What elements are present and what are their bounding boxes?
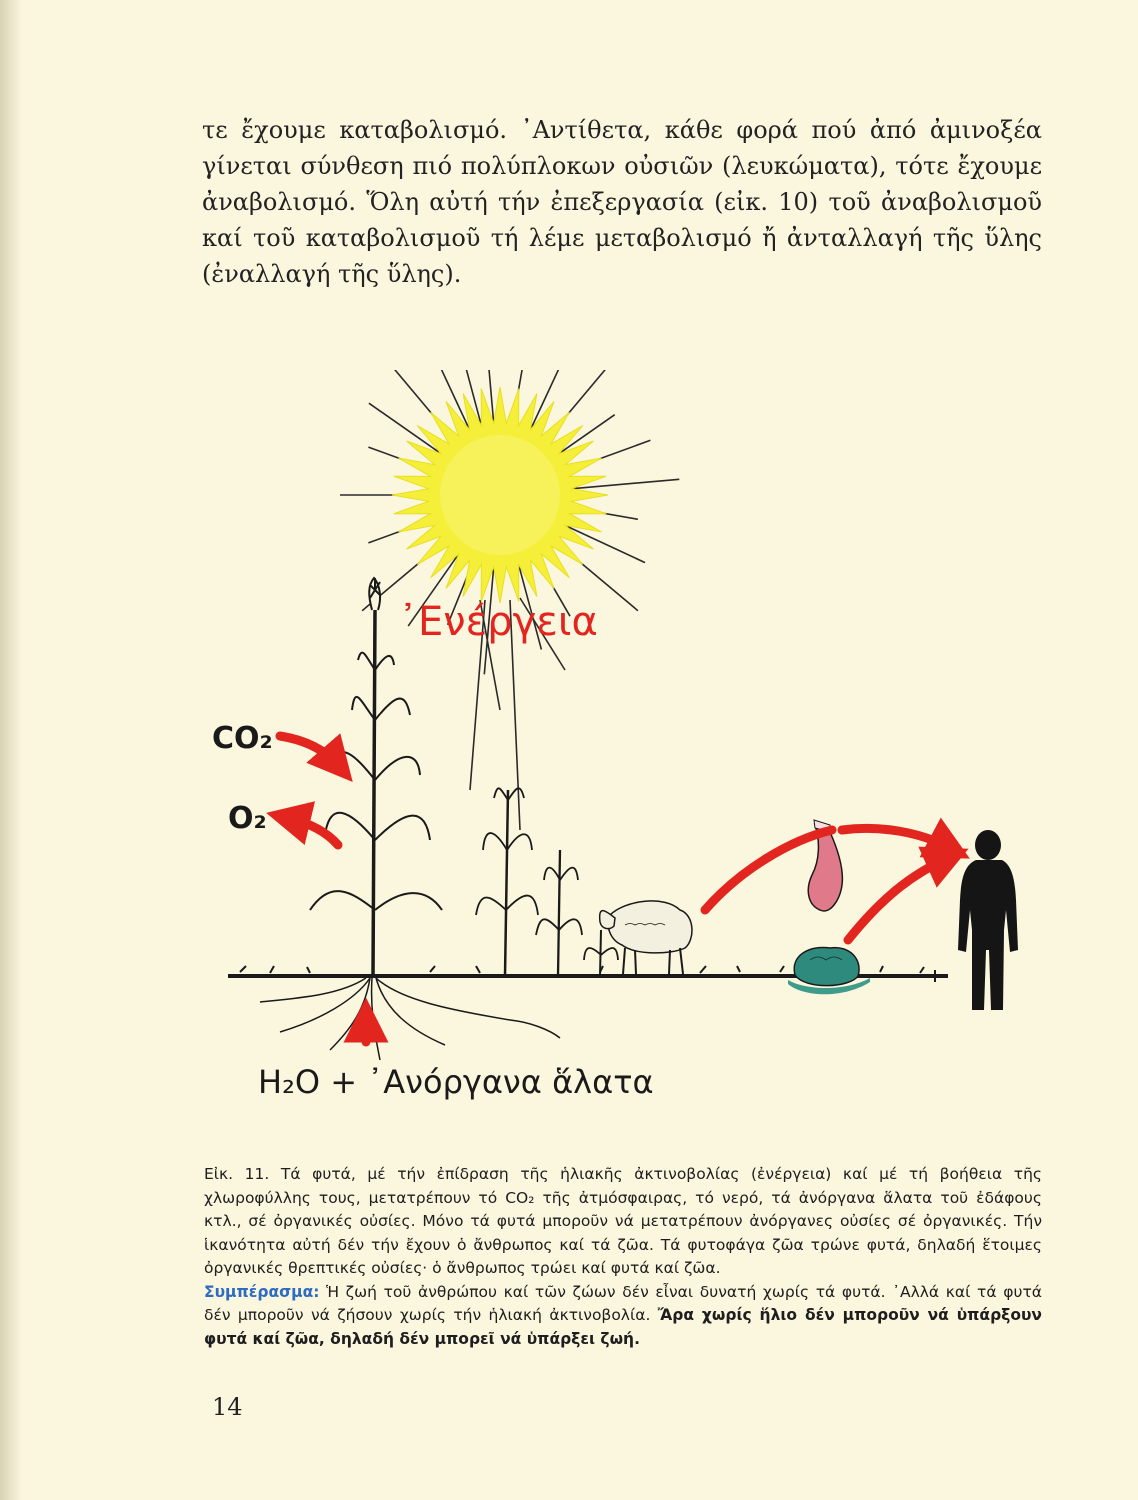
energy-label: ᾿Ενέργεια	[398, 599, 598, 645]
body-paragraph: τε ἔχουμε καταβολισμό. ᾿Αντίθετα, κάθε φορά πού ἀπό ἀμινοξέα γίνεται σύνθεση πιό πολύπλοκων οὐσιῶν (λευκώματα), τότε ἔχουμε ἀναβολισμό. Ὅλη αὐτή τήν ἐπεξεργασία (εἰκ. 10) τοῦ ἀναβολισμοῦ καί τοῦ καταβολισμοῦ τή λέμε μεταβολισμό ἤ ἀνταλλαγή τῆς ὕλης (ἐναλλαγή τῆς ὕλης).	[202, 116, 1042, 288]
sheep-icon	[600, 901, 692, 974]
o2-label: O₂	[228, 801, 267, 836]
sun-ray	[369, 403, 443, 455]
caption-text: Εἰκ. 11. Τά φυτά, μέ τήν ἐπίδραση τῆς ἡλιακῆς ἀκτινοβολίας (ἐνέργεια) καί μέ τή βοήθεια τῆς χλωροφύλλης τους, μετατρέπουν τό CO₂ τῆς ἀτμόσφαιρας, τό νερό, τά ἀνόργανα ἅλατα τοῦ ἐδάφους κτλ., σέ ὀργανικές οὐσίες. Μόνο τά φυτά μποροῦν νά μετατρέπουν ἀνόργανες οὐσίες σέ ὀργανικές. Τήν ἱκανότητα αὐτή δέν τήν ἔχουν ὁ ἄνθρωπος καί τά ζῶα. Τά φυτοφάγα ζῶα τρώνε φυτά, δηλαδή ἕτοιμες ὀργανικές θρεπτικές οὐσίες· ὁ ἄνθρωπος τρώει καί φυτά καί ζῶα.	[204, 1165, 1042, 1277]
sun-icon	[392, 387, 608, 603]
conclusion-bold-text: Ἄρα χωρίς ἥλιο δέν μποροῦν νά ὑπάρξουν φυτά καί ζῶα, δηλαδή δέν μπορεῖ νά ὑπάρξει ζωή.	[204, 1306, 1042, 1348]
conclusion-text: Ἡ ζωή τοῦ ἀνθρώπου καί τῶν ζώων δέν εἶναι δυνατή χωρίς τά φυτά. ᾿Αλλά καί τά φυτά δέν μποροῦν νά ζήσουν χωρίς τήν ἡλιακή ἀκτινοβολία.	[204, 1282, 1042, 1324]
flow-arrows	[280, 736, 950, 1042]
human-silhouette-icon	[958, 830, 1018, 1010]
page-edge-shadow	[0, 0, 22, 1500]
co2-arrow	[280, 736, 338, 765]
cabbage-icon	[788, 947, 870, 994]
page-number: 14	[212, 1393, 243, 1421]
meat-to-human-arrow	[842, 828, 950, 848]
sun-ray	[557, 415, 614, 455]
cabbage-to-human-arrow	[848, 858, 948, 940]
body-text	[202, 112, 1042, 292]
photosynthesis-illustration	[180, 370, 1050, 1100]
water-minerals-label: H₂O + ᾿Ανόργανα ἅλατα	[258, 1063, 654, 1100]
small-corn-plants	[476, 788, 618, 976]
conclusion-label: Συμπέρασμα:	[204, 1282, 320, 1301]
co2-label: CO₂	[212, 721, 273, 756]
conclusion	[204, 1281, 1042, 1352]
figure-caption	[204, 1163, 1042, 1351]
o2-arrow	[288, 818, 338, 845]
plant-roots	[260, 978, 560, 1060]
